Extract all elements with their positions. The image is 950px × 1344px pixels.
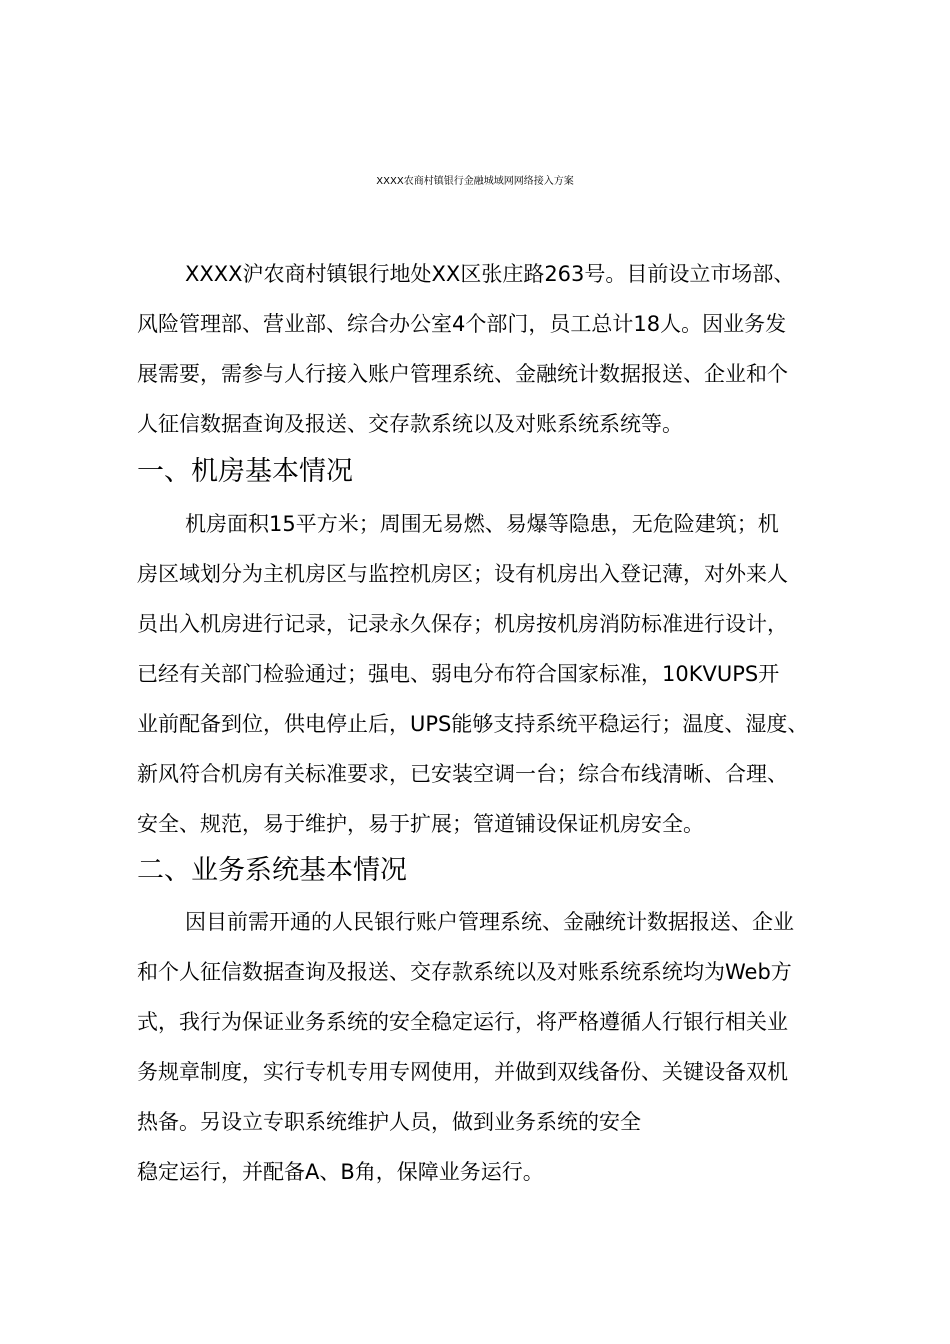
section1-line-7: 安全、规范，易于维护，易于扩展；管道铺设保证机房安全。 xyxy=(137,812,704,836)
section2-line-6: 稳定运行，并配备A、B角，保障业务运行。 xyxy=(137,1160,544,1184)
section1-line-1: 机房面积15平方米；周围无易燃、易爆等隐患，无危险建筑；机 xyxy=(185,512,779,536)
section1-heading: 一、机房基本情况 xyxy=(137,456,353,487)
section2-line-5: 热备。另设立专职系统维护人员，做到业务系统的安全 xyxy=(137,1110,641,1134)
section1-line-3: 员出入机房进行记录，记录永久保存；机房按机房消防标准进行设计， xyxy=(137,612,788,636)
document-title: XXXX农商村镇银行金融城域网网络接入方案 xyxy=(376,176,574,187)
intro-line-4: 人征信数据查询及报送、交存款系统以及对账系统系统等。 xyxy=(137,412,683,436)
section2-line-1: 因目前需开通的人民银行账户管理系统、金融统计数据报送、企业 xyxy=(185,910,794,934)
section2-line-3: 式，我行为保证业务系统的安全稳定运行，将严格遵循人行银行相关业 xyxy=(137,1010,788,1034)
section2-line-4: 务规章制度，实行专机专用专网使用，并做到双线备份、关键设备双机 xyxy=(137,1060,788,1084)
section2-heading: 二、业务系统基本情况 xyxy=(137,855,407,886)
intro-line-1: XXXX沪农商村镇银行地处XX区张庄路263号。目前设立市场部、 xyxy=(185,262,795,286)
intro-line-3: 展需要，需参与人行接入账户管理系统、金融统计数据报送、企业和个 xyxy=(137,362,788,386)
section1-line-5: 业前配备到位，供电停止后，UPS能够支持系统平稳运行；温度、湿度、 xyxy=(137,712,809,736)
section1-line-2: 房区域划分为主机房区与监控机房区；设有机房出入登记薄，对外来人 xyxy=(137,562,788,586)
section2-line-2: 和个人征信数据查询及报送、交存款系统以及对账系统系统均为Web方 xyxy=(137,960,792,984)
section1-line-6: 新风符合机房有关标准要求，已安装空调一台；综合布线清晰、合理、 xyxy=(137,762,788,786)
section1-line-4: 已经有关部门检验通过；强电、弱电分布符合国家标准，10KVUPS开 xyxy=(137,662,780,686)
intro-line-2: 风险管理部、营业部、综合办公室4个部门，员工总计18人。因业务发 xyxy=(137,312,787,336)
